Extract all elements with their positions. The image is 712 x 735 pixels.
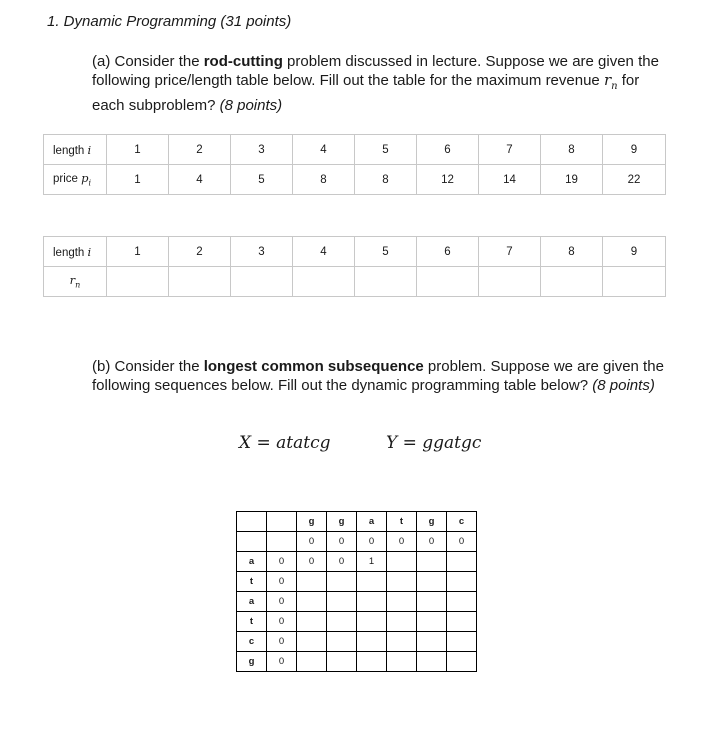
- lcs-cell: 0: [327, 552, 357, 572]
- lcs-cell: [417, 612, 447, 632]
- lcs-cell: 0: [417, 532, 447, 552]
- lcs-cell: [417, 552, 447, 572]
- lcs-cell: [357, 652, 387, 672]
- lcs-cell: [357, 572, 387, 592]
- lcs-cell: 0: [267, 652, 297, 672]
- lcs-cell: g: [417, 512, 447, 532]
- lcs-cell: t: [387, 512, 417, 532]
- lcs-cell: g: [237, 652, 267, 672]
- lcs-cell: [387, 632, 417, 652]
- length-cell: 5: [355, 237, 417, 267]
- lcs-cell: [387, 572, 417, 592]
- length-cell: 8: [541, 135, 603, 165]
- lcs-cell: [237, 512, 267, 532]
- lcs-cell: [327, 612, 357, 632]
- revenue-cell: [417, 267, 479, 297]
- lcs-cell: [267, 532, 297, 552]
- length-cell: 5: [355, 135, 417, 165]
- revenue-table: [43, 236, 666, 297]
- lcs-cell: [297, 592, 327, 612]
- length-header: length i: [44, 237, 107, 267]
- lcs-cell: a: [237, 592, 267, 612]
- lcs-cell: [237, 532, 267, 552]
- lcs-row: [237, 572, 477, 592]
- lcs-row: [237, 652, 477, 672]
- question-heading: 1. Dynamic Programming (31 points): [47, 13, 292, 30]
- length-cell: 1: [107, 135, 169, 165]
- part-b-prompt: (b) Consider the longest common subsequence problem. Suppose we are given the following sequences below. Fill out the dynamic programming table below? (8 points): [92, 358, 664, 394]
- lcs-cell: [447, 632, 477, 652]
- lcs-cell: 0: [267, 612, 297, 632]
- lcs-cell: [417, 652, 447, 672]
- revenue-table-length-row: [44, 237, 666, 267]
- price-table: [43, 134, 666, 195]
- lcs-cell: [327, 652, 357, 672]
- price-table-price-row: [44, 165, 666, 195]
- lcs-cell: 0: [357, 532, 387, 552]
- lcs-table: [236, 511, 477, 672]
- length-cell: 4: [293, 237, 355, 267]
- lcs-cell: [297, 652, 327, 672]
- length-cell: 6: [417, 135, 479, 165]
- length-cell: 2: [169, 135, 231, 165]
- lcs-cell: [267, 512, 297, 532]
- lcs-cell: [447, 652, 477, 672]
- lcs-cell: 0: [387, 532, 417, 552]
- lcs-row: [237, 612, 477, 632]
- lcs-cell: c: [237, 632, 267, 652]
- price-table-length-row: [44, 135, 666, 165]
- lcs-cell: [387, 592, 417, 612]
- part-a-prompt: (a) Consider the rod-cutting problem discussed in lecture. Suppose we are given the following price/length table below. Fill out the table for the maximum revenue $r_n$ for each subproblem? (8 points): [92, 53, 659, 114]
- price-cell: 14: [479, 165, 541, 195]
- lcs-row: [237, 532, 477, 552]
- lcs-cell: g: [327, 512, 357, 532]
- lcs-cell: g: [297, 512, 327, 532]
- lcs-cell: [297, 612, 327, 632]
- lcs-row: [237, 552, 477, 572]
- lcs-cell: [387, 612, 417, 632]
- lcs-cell: [327, 572, 357, 592]
- price-cell: 1: [107, 165, 169, 195]
- lcs-cell: [417, 572, 447, 592]
- revenue-cell: [107, 267, 169, 297]
- length-cell: 7: [479, 237, 541, 267]
- lcs-row: [237, 512, 477, 532]
- price-cell: 5: [231, 165, 293, 195]
- sequence-y: Y = ggatgc: [386, 433, 482, 453]
- price-cell: 4: [169, 165, 231, 195]
- length-cell: 3: [231, 135, 293, 165]
- lcs-cell: 0: [267, 552, 297, 572]
- lcs-cell: [387, 552, 417, 572]
- lcs-row: [237, 592, 477, 612]
- length-cell: 9: [603, 135, 666, 165]
- lcs-cell: 0: [297, 532, 327, 552]
- lcs-cell: t: [237, 612, 267, 632]
- lcs-cell: t: [237, 572, 267, 592]
- lcs-cell: [447, 612, 477, 632]
- lcs-row: [237, 632, 477, 652]
- length-cell: 8: [541, 237, 603, 267]
- revenue-cell: [293, 267, 355, 297]
- revenue-cell: [169, 267, 231, 297]
- length-cell: 4: [293, 135, 355, 165]
- length-cell: 3: [231, 237, 293, 267]
- lcs-cell: 0: [327, 532, 357, 552]
- price-cell: 19: [541, 165, 603, 195]
- lcs-cell: 1: [357, 552, 387, 572]
- lcs-cell: 0: [267, 592, 297, 612]
- lcs-cell: [387, 652, 417, 672]
- lcs-cell: [447, 592, 477, 612]
- revenue-cell: [479, 267, 541, 297]
- length-cell: 1: [107, 237, 169, 267]
- length-cell: 7: [479, 135, 541, 165]
- length-cell: 2: [169, 237, 231, 267]
- lcs-cell: [327, 592, 357, 612]
- rn-header: $r_n$: [44, 267, 107, 297]
- lcs-cell: [417, 592, 447, 612]
- revenue-cell: [355, 267, 417, 297]
- lcs-cell: [357, 632, 387, 652]
- length-cell: 9: [603, 237, 666, 267]
- lcs-cell: [357, 612, 387, 632]
- revenue-table-rn-row: [44, 267, 666, 297]
- price-header: price $p_i$: [44, 165, 107, 195]
- lcs-cell: 0: [267, 572, 297, 592]
- revenue-cell: [231, 267, 293, 297]
- lcs-cell: c: [447, 512, 477, 532]
- price-cell: 8: [293, 165, 355, 195]
- lcs-cell: 0: [297, 552, 327, 572]
- price-cell: 12: [417, 165, 479, 195]
- lcs-cell: 0: [267, 632, 297, 652]
- sequence-x: X = atatcg: [239, 433, 331, 453]
- lcs-cell: [417, 632, 447, 652]
- revenue-cell: [603, 267, 666, 297]
- lcs-cell: a: [237, 552, 267, 572]
- lcs-cell: [447, 552, 477, 572]
- lcs-cell: 0: [447, 532, 477, 552]
- lcs-cell: [297, 572, 327, 592]
- length-cell: 6: [417, 237, 479, 267]
- lcs-cell: [447, 572, 477, 592]
- lcs-cell: a: [357, 512, 387, 532]
- lcs-cell: [357, 592, 387, 612]
- lcs-cell: [297, 632, 327, 652]
- revenue-cell: [541, 267, 603, 297]
- price-cell: 8: [355, 165, 417, 195]
- price-cell: 22: [603, 165, 666, 195]
- lcs-cell: [327, 632, 357, 652]
- length-header: length i: [44, 135, 107, 165]
